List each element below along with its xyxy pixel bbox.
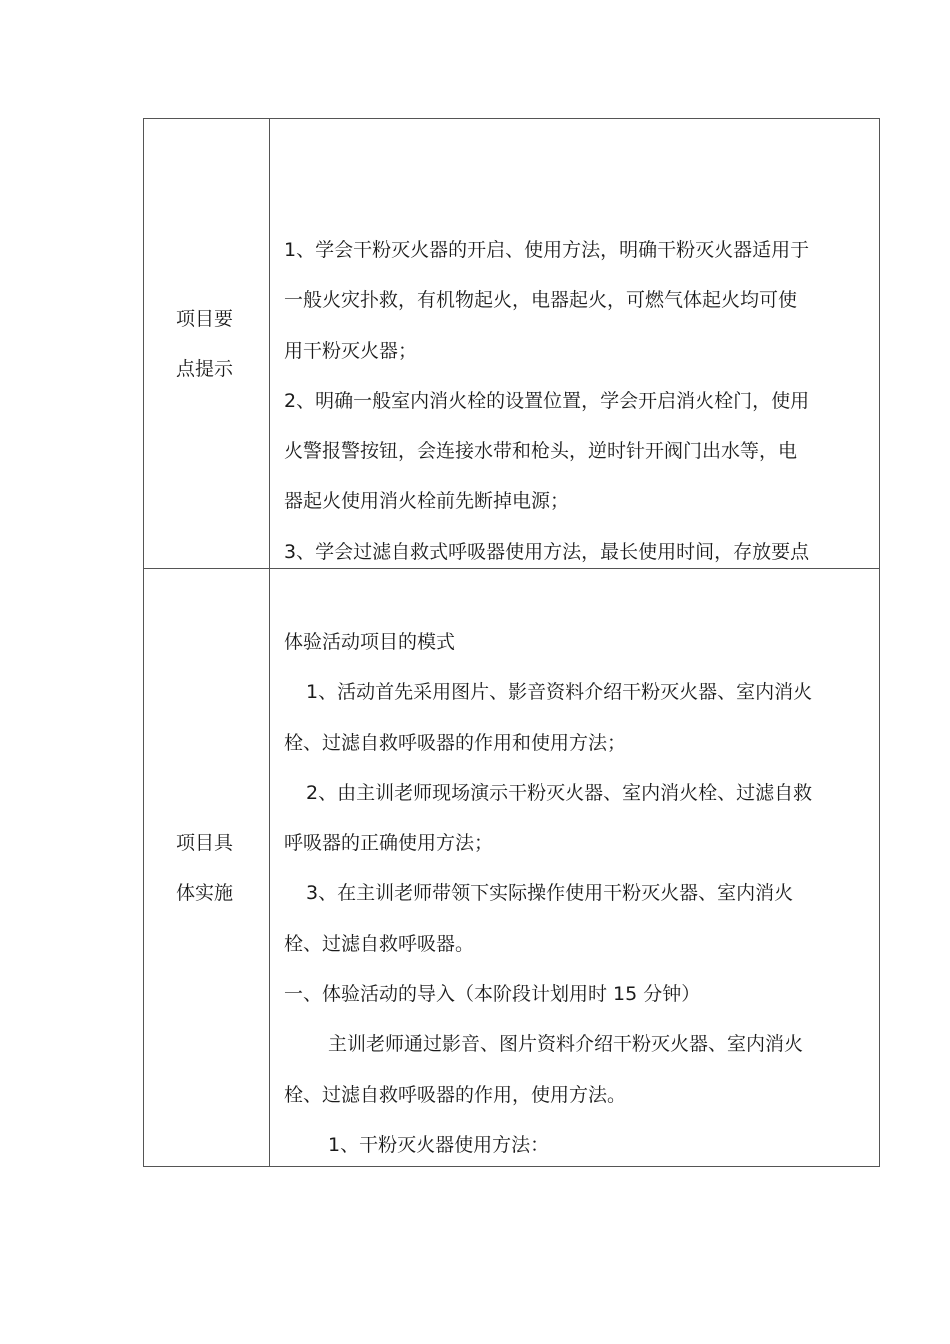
content-line: 一般火灾扑救，有机物起火，电器起火，可燃气体起火均可使 — [284, 289, 798, 312]
content-line: 体验活动项目的模式 — [284, 631, 456, 653]
content-line: 3、在主训老师带领下实际操作使用干粉灭火器、室内消火 — [306, 882, 794, 905]
content-line: 火警报警按钮，会连接水带和枪头，逆时针开阀门出水等，电 — [284, 440, 798, 463]
plan-table — [143, 118, 880, 1167]
row-label-cell — [144, 569, 270, 1167]
content-line: 1、干粉灭火器使用方法： — [328, 1133, 550, 1156]
row-label-line: 项目要 — [176, 307, 234, 330]
content-line: 主训老师通过影音、图片资料介绍干粉灭火器、室内消火 — [328, 1033, 804, 1056]
content-line: 栓、过滤自救呼吸器的作用，使用方法。 — [284, 1083, 627, 1106]
table-row-implementation — [144, 569, 880, 1167]
content-line: 1、学会干粉灭火器的开启、使用方法，明确干粉灭火器适用于 — [284, 239, 810, 261]
content-line: 栓、过滤自救呼吸器的作用和使用方法； — [284, 731, 627, 754]
content-line: 用干粉灭火器； — [284, 339, 418, 362]
content-line: 1、活动首先采用图片、影音资料介绍干粉灭火器、室内消火 — [306, 681, 813, 704]
row-label-line: 项目具 — [176, 831, 234, 854]
row-label-cell — [144, 119, 270, 569]
content-line: 3、学会过滤自救式呼吸器使用方法，最长使用时间，存放要点 — [284, 540, 810, 563]
content-line: 呼吸器的正确使用方法； — [284, 832, 494, 855]
content-line: 2、由主训老师现场演示干粉灭火器、室内消火栓、过滤自救 — [306, 781, 813, 804]
content-line: 2、明确一般室内消火栓的设置位置，学会开启消火栓门，使用 — [284, 389, 810, 412]
row-content-cell — [270, 569, 880, 1167]
content-line: 器起火使用消火栓前先断掉电源； — [284, 490, 570, 513]
row-content-cell — [270, 119, 880, 569]
row-label-line: 体实施 — [176, 881, 234, 904]
row-label-line: 点提示 — [176, 357, 234, 380]
table-row-key-points — [144, 119, 880, 569]
content-line: 栓、过滤自救呼吸器。 — [284, 932, 475, 955]
content-line: 一、体验活动的导入（本阶段计划用时 15 分钟） — [284, 983, 701, 1006]
